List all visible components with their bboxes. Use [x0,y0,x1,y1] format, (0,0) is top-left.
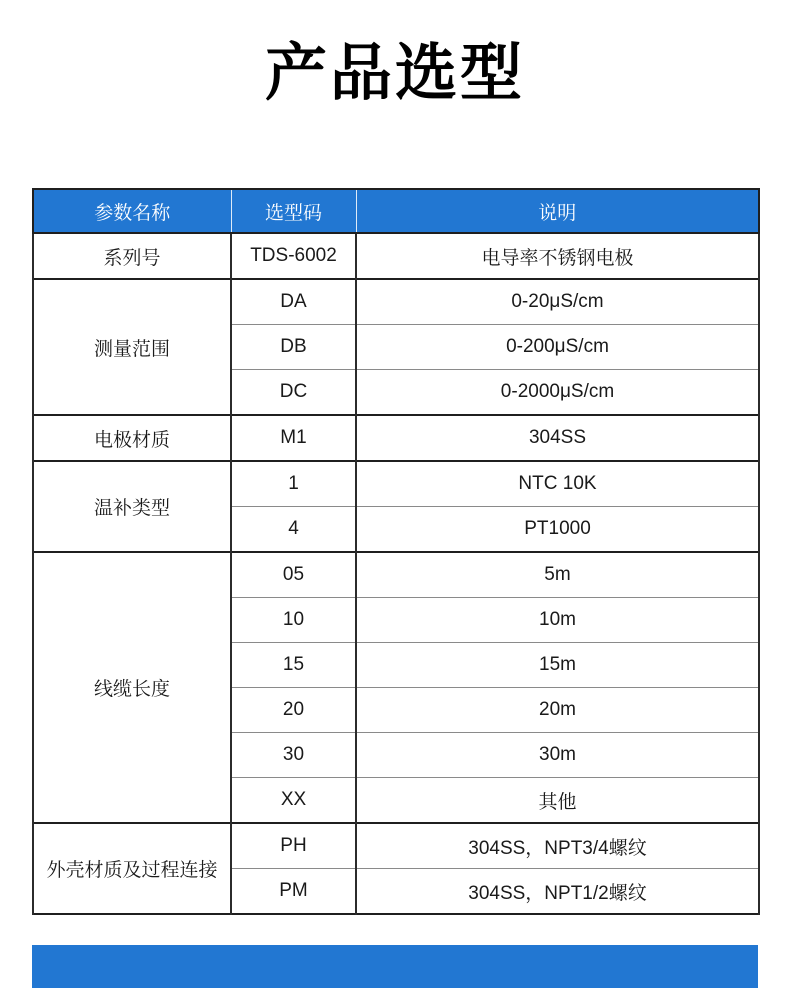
desc-cell: NTC 10K [356,461,759,507]
param-cell: 测量范围 [33,279,231,415]
desc-cell: 0-20μS/cm [356,279,759,325]
code-cell: PH [231,823,356,869]
code-cell: 15 [231,643,356,688]
desc-cell: 0-2000μS/cm [356,370,759,416]
desc-cell: 15m [356,643,759,688]
desc-cell: PT1000 [356,507,759,553]
code-cell: 05 [231,552,356,598]
code-cell: TDS-6002 [231,233,356,279]
desc-cell: 10m [356,598,759,643]
table-row [33,233,759,279]
table-row [33,415,759,461]
desc-cell: 其他 [356,778,759,824]
code-cell: DA [231,279,356,325]
desc-cell: 5m [356,552,759,598]
code-cell: 10 [231,598,356,643]
code-cell: 20 [231,688,356,733]
product-selection-page [0,40,790,988]
code-cell: XX [231,778,356,824]
desc-cell: 304SS [356,415,759,461]
table-row [33,461,759,507]
code-cell: DB [231,325,356,370]
desc-cell: 电导率不锈钢电极 [356,233,759,279]
desc-cell: 30m [356,733,759,778]
param-cell: 外壳材质及过程连接 [33,823,231,914]
next-section-header-bar [32,945,758,988]
desc-cell: 304SS，NPT3/4螺纹 [356,823,759,869]
code-cell: M1 [231,415,356,461]
header-param: 参数名称 [33,189,231,233]
table-header-row [33,189,759,233]
code-cell: DC [231,370,356,416]
param-cell: 温补类型 [33,461,231,552]
table-row [33,552,759,598]
code-cell: 30 [231,733,356,778]
desc-cell: 20m [356,688,759,733]
page-title: 产品选型 [264,39,525,108]
code-cell: 4 [231,507,356,553]
param-cell: 电极材质 [33,415,231,461]
table-row [33,823,759,869]
code-cell: PM [231,869,356,915]
product-selection-table [32,188,760,915]
param-cell: 线缆长度 [33,552,231,823]
desc-cell: 304SS，NPT1/2螺纹 [356,869,759,915]
param-cell: 系列号 [33,233,231,279]
header-code: 选型码 [231,189,356,233]
table-row [33,279,759,325]
desc-cell: 0-200μS/cm [356,325,759,370]
code-cell: 1 [231,461,356,507]
header-desc: 说明 [356,189,759,233]
